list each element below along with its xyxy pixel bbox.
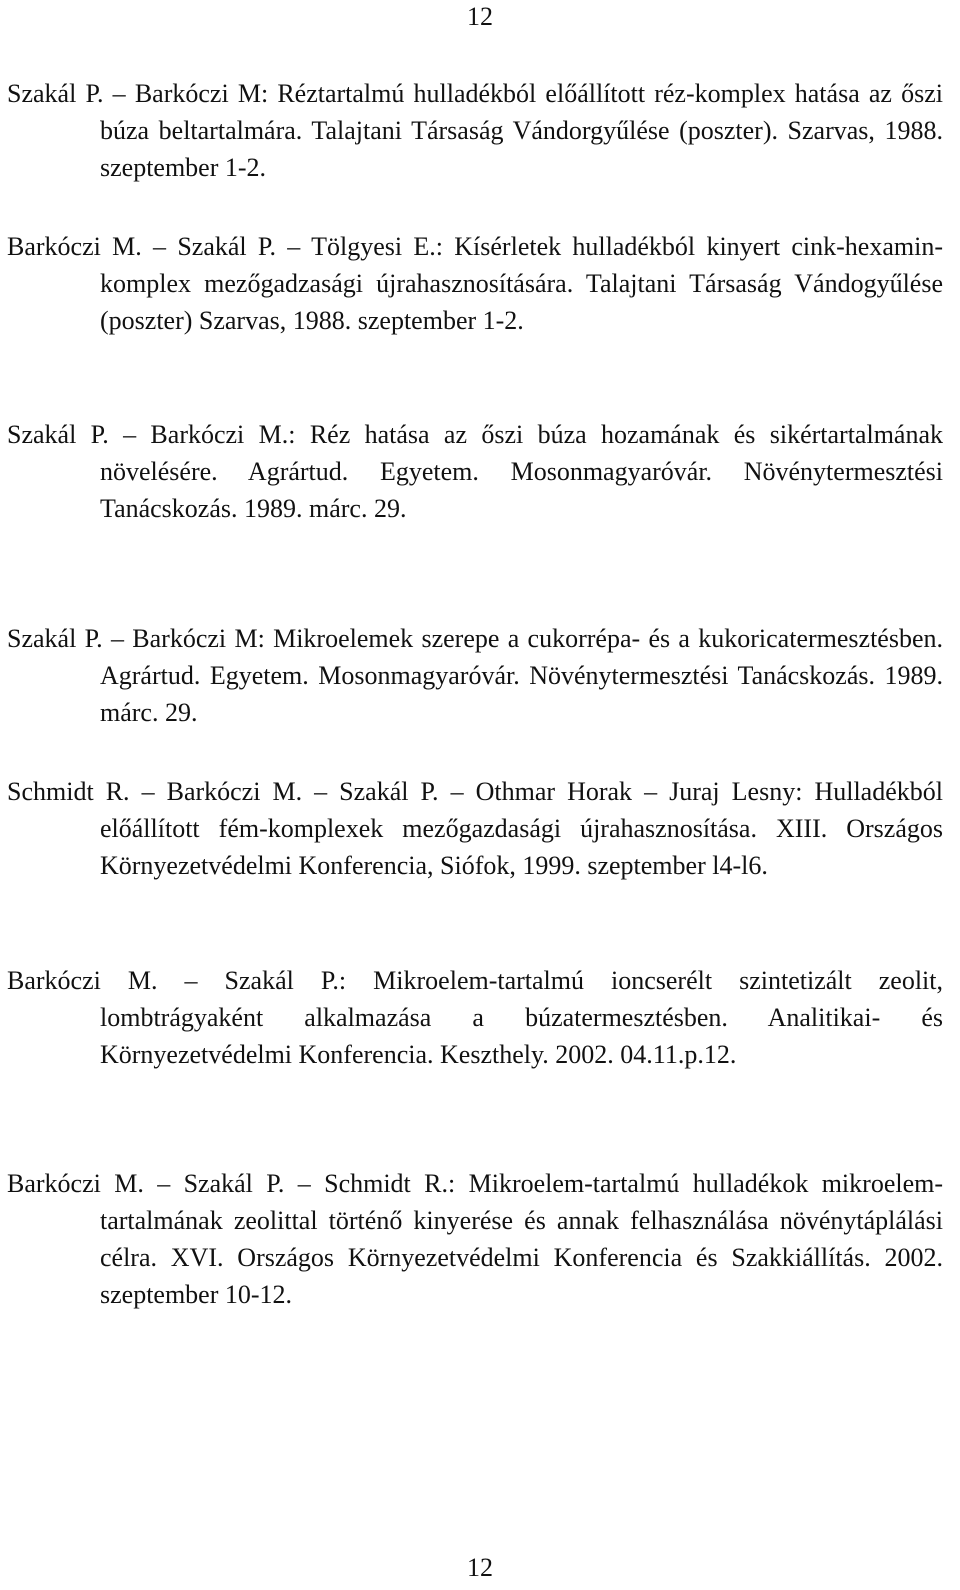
- reference-item-1: Szakál P. – Barkóczi M: Réztartalmú hulladékból előállított réz-komplex hatása az őszi búza beltartalmára. Talajtani Társaság Vándorgyűlése (poszter). Szarvas, 1988. szeptember 1-2.: [7, 79, 943, 182]
- reference-item-2: Barkóczi M. – Szakál P. – Tölgyesi E.: Kísérletek hulladékból kinyert cink-hexamin-komplex mezőgadzasági újrahasznosítására. Talajtani Társaság Vándogyűlése (poszter) Szarvas, 1988. szeptember 1-2.: [7, 232, 943, 335]
- reference-item-3: Szakál P. – Barkóczi M.: Réz hatása az őszi búza hozamának és sikértartalmának növelésére. Agrártud. Egyetem. Mosonmagyaróvár. Növénytermesztési Tanácskozás. 1989. márc. 29.: [7, 420, 943, 523]
- reference-item-6: Barkóczi M. – Szakál P.: Mikroelem-tartalmú ioncserélt szintetizált zeolit, lombtrágyaként alkalmazása a búzatermesztésben. Analitikai- és Környezetvédelmi Konferencia. Keszthely. 2002. 04.11.p.12.: [7, 966, 943, 1069]
- reference-item-5: Schmidt R. – Barkóczi M. – Szakál P. – Othmar Horak – Juraj Lesny: Hulladékból előállított fém-komplexek mezőgazdasági újrahasznosítása. XIII. Országos Környezetvédelmi Konferencia, Siófok, 1999. szeptember l4-l6.: [7, 777, 943, 880]
- page-number-top: 12: [467, 2, 493, 31]
- reference-item-4: Szakál P. – Barkóczi M: Mikroelemek szerepe a cukorrépa- és a kukoricatermesztésben. Agrártud. Egyetem. Mosonmagyaróvár. Növénytermesztési Tanácskozás. 1989. márc. 29.: [7, 624, 943, 727]
- page-number-bottom: 12: [467, 1553, 493, 1582]
- reference-item-7: Barkóczi M. – Szakál P. – Schmidt R.: Mikroelem-tartalmú hulladékok mikroelem-tartalmának zeolittal történő kinyerése és annak felhasználása növénytáplálási célra. XVI. Országos Környezetvédelmi Konferencia és Szakkiállítás. 2002. szeptember 10-12.: [7, 1169, 943, 1309]
